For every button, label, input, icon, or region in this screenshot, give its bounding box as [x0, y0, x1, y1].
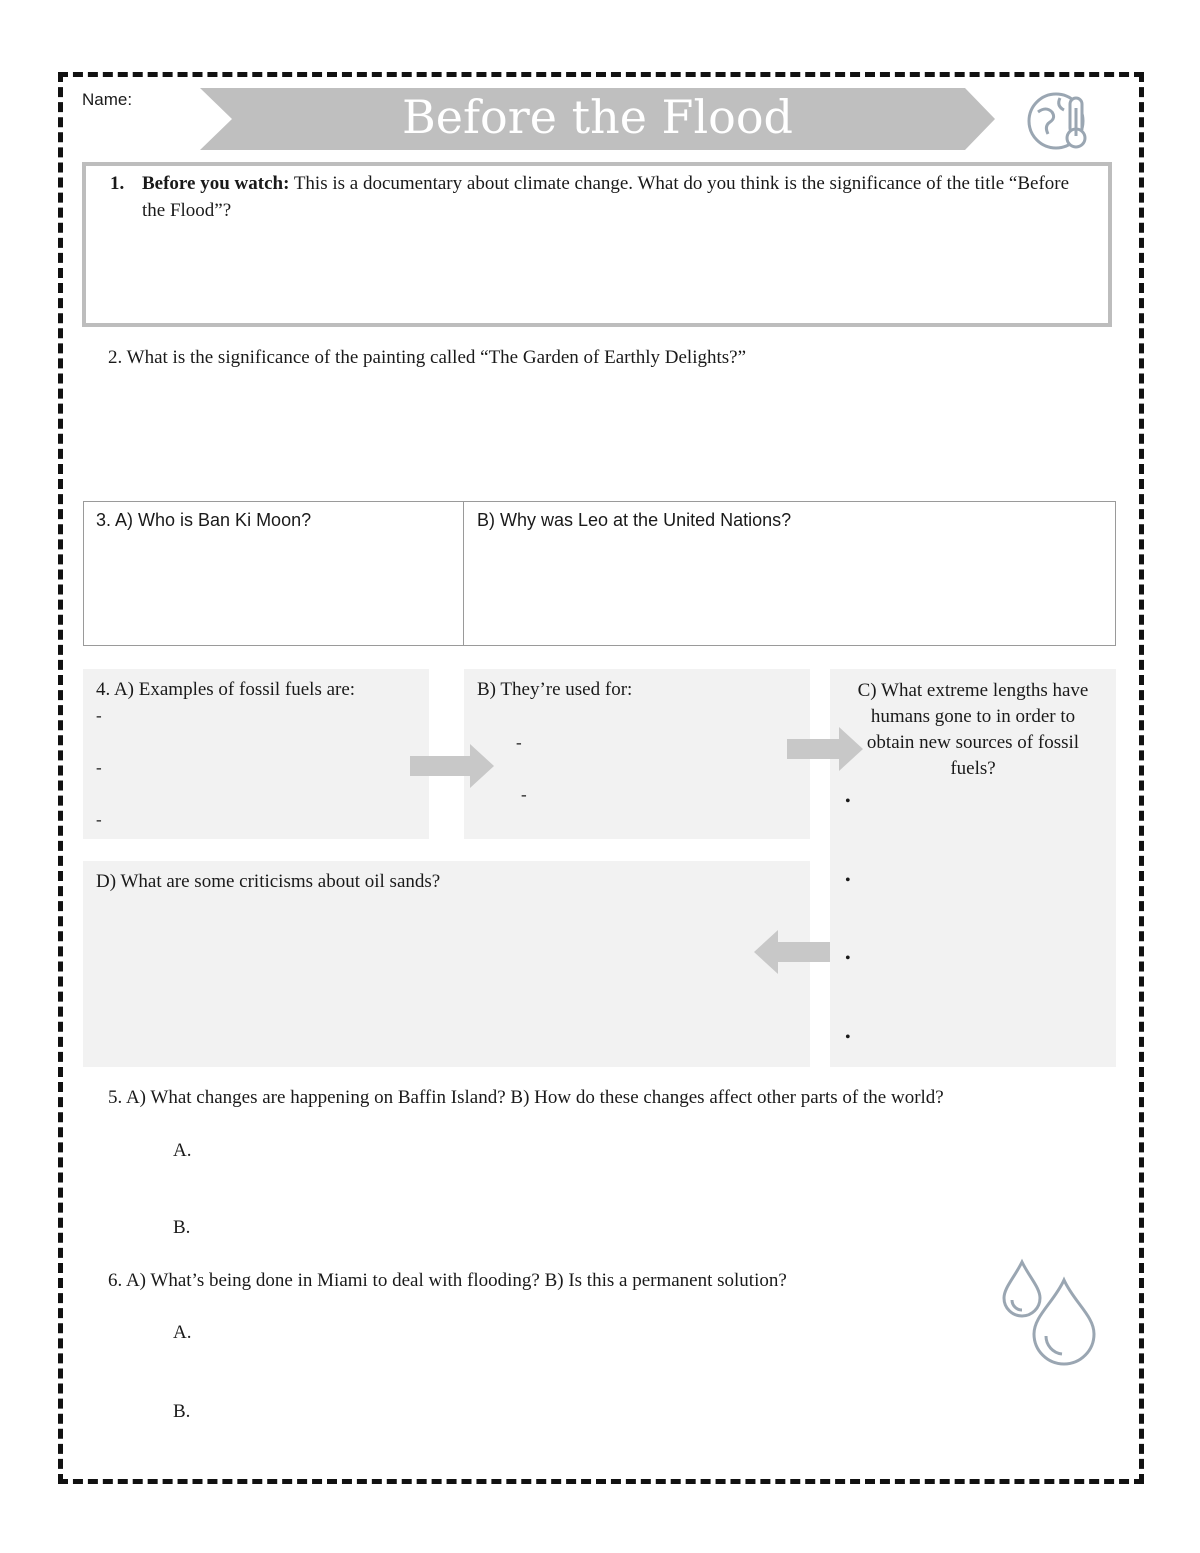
q3-divider — [463, 501, 464, 646]
q2-question: 2. What is the significance of the painting called “The Garden of Earthly Delights?” — [108, 347, 747, 368]
q5-a-label: A. — [173, 1140, 192, 1161]
left-arrow-icon — [754, 930, 830, 974]
q4-c-title: C) What extreme lengths have humans gone to in order to obtain new sources of fossil fuels? — [857, 680, 1089, 779]
q4-b-dash: - — [516, 733, 522, 752]
q4-b-dash: - — [521, 785, 527, 804]
q6-question: 6. A) What’s being done in Miami to deal with flooding? B) Is this a permanent solution? — [108, 1270, 787, 1291]
q4-a-dash: - — [96, 706, 102, 725]
q4-b-title: B) They’re used for: — [477, 679, 633, 700]
q5-b-label: B. — [173, 1217, 191, 1238]
q4-a-dash: - — [96, 758, 102, 777]
q5-question: 5. A) What changes are happening on Baffin Island? B) How do these changes affect other parts of the world? — [108, 1087, 944, 1108]
q4-c-bullet: • — [845, 950, 851, 967]
q3-b-question: B) Why was Leo at the United Nations? — [477, 510, 792, 530]
right-arrow-icon — [410, 744, 494, 788]
q3-a-question: 3. A) Who is Ban Ki Moon? — [96, 510, 312, 530]
q6-a-label: A. — [173, 1322, 192, 1343]
q1-text: This is a documentary about climate change. What do you think is the significance of the title “Before the Flood”? — [142, 173, 1070, 221]
q4-a-title: 4. A) Examples of fossil fuels are: — [96, 679, 356, 700]
q1-number: 1. — [110, 173, 125, 194]
q4-c-bullet: • — [845, 872, 851, 889]
q4-a-dash: - — [96, 810, 102, 829]
q1-question — [142, 170, 1092, 224]
page-title: Before the Flood — [402, 90, 793, 144]
globe-thermometer-icon — [1026, 90, 1098, 152]
q4-c-bullet: • — [845, 1029, 851, 1046]
q4-c-bullet: • — [845, 793, 851, 810]
q4-d-title: D) What are some criticisms about oil sands? — [96, 871, 441, 892]
q6-b-label: B. — [173, 1401, 191, 1422]
q1-lead: Before you watch: — [142, 173, 290, 194]
name-label: Name: — [82, 90, 133, 109]
right-arrow-icon — [787, 727, 863, 771]
water-drops-icon — [1000, 1258, 1100, 1370]
